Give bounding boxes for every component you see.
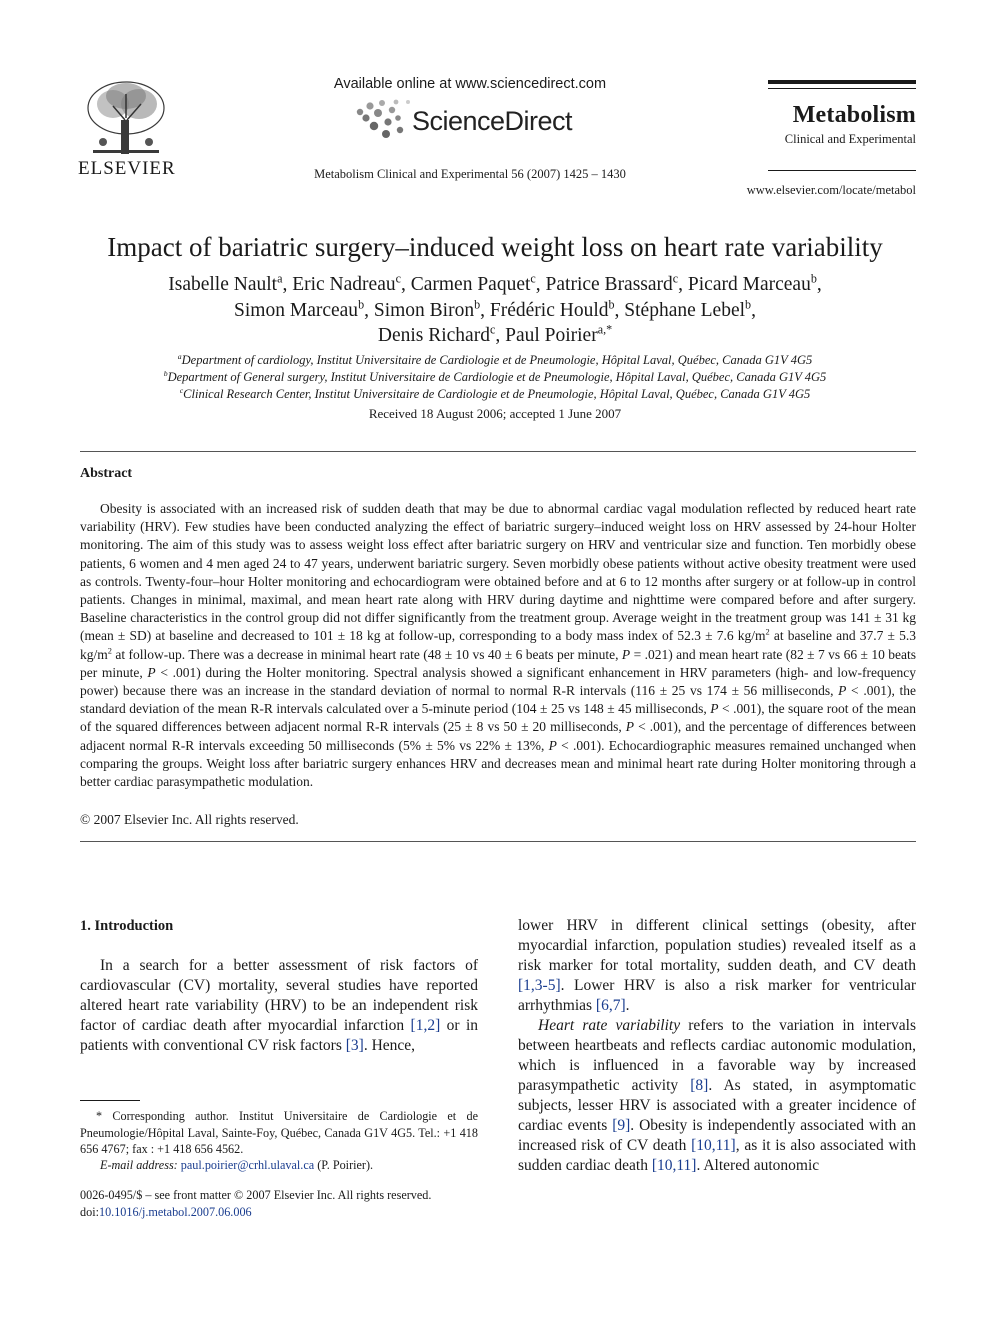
header-rule-bottom	[768, 170, 916, 171]
journal-reference: Metabolism Clinical and Experimental 56 (2007) 1425 – 1430	[314, 167, 626, 181]
front-matter	[80, 1187, 500, 1221]
article-title: Impact of bariatric surgery–induced weight loss on heart rate variability	[107, 232, 883, 262]
elsevier-tree-icon	[83, 78, 169, 160]
citation-link[interactable]: [10,11]	[651, 1157, 697, 1174]
affiliation-b: $^b$Department of General surgery, Institut Universitaire de Cardiologie et de Pneumologie, Hôpital Laval, Québec, Canada G1V 4G5	[163, 368, 827, 384]
author-name: Patrice Brassard$^c$,	[545, 271, 688, 295]
citation-link[interactable]: [3]	[345, 1037, 364, 1054]
intro-left-column: In a search for a better assessment of risk factors of cardiovascular (CV) mortality, several studies have reported altered heart rate variability (HRV) to be an independent risk factor of cardiac death after myocardial infarction [1,2] or in patients with conventional CV risk factors [3]. Hence,	[80, 957, 479, 1054]
paragraph: lower HRV in different clinical settings (obesity, after myocardial infarction, population studies) revealed itself as a risk marker for total mortality, sudden death, and CV death [1,3-5]. Lower HRV is also a risk marker for ventricular arrhythmias [6,7].	[518, 917, 916, 1014]
journal-url[interactable]: www.elsevier.com/locate/metabol	[746, 183, 916, 197]
section-heading-introduction: 1. Introduction	[80, 918, 174, 934]
author-name: Stéphane Lebel$^b$,	[624, 297, 756, 321]
header-rule-thick	[768, 80, 916, 84]
author-name: Denis Richard$^c$,	[377, 322, 506, 346]
doi-link[interactable]: 10.1016/j.metabol.2007.06.006	[98, 1205, 252, 1219]
received-dates: Received 18 August 2006; accepted 1 June 2007	[368, 406, 622, 421]
author-list	[90, 272, 900, 349]
author-name: Simon Marceau$^b$,	[234, 297, 374, 321]
doi-line: doi:10.1016/j.metabol.2007.06.006	[80, 1205, 252, 1219]
citation-link[interactable]: [10,11]	[691, 1137, 736, 1154]
footnote-rule	[80, 1100, 140, 1101]
elsevier-logo	[78, 78, 174, 180]
journal-name: Metabolism	[792, 102, 916, 128]
citation-link[interactable]: [8]	[690, 1077, 709, 1094]
affiliation-c: $^c$Clinical Research Center, Institut Universitaire de Cardiologie et de Pneumologie, Hôpital Laval, Québec, Canada G1V 4G5	[179, 385, 811, 401]
paragraph: Heart rate variability refers to the variation in intervals between heartbeats and reflects cardiac autonomic modulation, which is influenced in a favorable way by increased parasympathetic activity [8]. As stated, in asymptomatic subjects, lesser HRV is associated with a greater incidence of cardiac events [9]. Obesity is independently associated with an increased risk of CV death [10,11], as it is also associated with sudden cardiac death [10,11]. Altered autonomic	[518, 1017, 916, 1174]
citation-link[interactable]: [1,2]	[410, 1017, 441, 1034]
intro-right-column	[518, 916, 916, 1176]
affiliation-a: $^a$Department of cardiology, Institut Universitaire de Cardiologie et de Pneumologie, Hôpital Laval, Québec, Canada G1V 4G5	[177, 351, 813, 367]
author-name: Frédéric Hould$^b$,	[489, 297, 625, 321]
author-name: Carmen Paquet$^c$,	[410, 271, 546, 295]
citation-link[interactable]: [9]	[612, 1117, 631, 1134]
sciencedirect-wordmark: ScienceDirect	[412, 106, 573, 136]
citation-link[interactable]: [6,7]	[595, 997, 626, 1014]
issn-line: 0026-0495/$ – see front matter © 2007 Elsevier Inc. All rights reserved.	[80, 1188, 432, 1202]
abstract-copyright: © 2007 Elsevier Inc. All rights reserved.	[80, 812, 299, 827]
author-name: Isabelle Nault$^a$,	[168, 271, 293, 295]
abstract-body: Obesity is associated with an increased risk of sudden death that may be due to abnormal cardiac vagal modulation reflected by reduced heart rate variability (HRV). Few studies have been conducted analyzing the effect of bariatric surgery–induced weight loss on HRV assessed by 24-hour Holter monitoring. The aim of this study was to assess weight loss effect after bariatric surgery on HRV and ventricular size and function. Ten morbidly obese patients, 6 women and 4 men aged 24 to 47 years, underwent bariatric surgery. Seven morbidly obese patients without active obesity treatment were used as controls. Twenty-four–hour Holter monitoring and echocardiogram were obtained before and at 6 to 12 months after surgery or at follow-up in control patients. Changes in minimal, maximal, and mean heart rate along with HRV during daytime and nighttime were compared before and after surgery. Baseline characteristics in the control group did not differ significantly from the treatment group. Average weight in the treatment group was 141 ± 31 kg (mean ± SD) at baseline and decreased to 101 ± 18 kg at follow-up, corresponding to a body mass index of 52.3 ± 7.6 $kg/m^2$ at baseline and 37.7 ± 5.3 $kg/m^2$ at follow-up. There was a decrease in minimal heart rate (48 ± 10 vs 40 ± 6 beats per minute, P = .021) and mean heart rate (82 ± 7 vs 66 ± 10 beats per minute, P < .001) during the Holter monitoring. Spectral analysis showed a significant enhancement in HRV parameters (high- and low-frequency power) because there was an increase in the standard deviation of normal to normal R-R intervals (116 ± 25 vs 174 ± 56 milliseconds, P < .001), the standard deviation of the mean R-R intervals calculated over a 5-minute period (104 ± 25 vs 148 ± 45 milliseconds, P < .001), the square root of the mean of the squared differences between adjacent normal R-R intervals (25 ± 8 vs 50 ± 20 milliseconds, P < .001), and the percentage of differences between adjacent normal R-R intervals exceeding 50 milliseconds (5% ± 5% vs 22% ± 13%, P < .001). Echocardiographic measures remained unchanged when comparing the groups. Weight loss after bariatric surgery enhances HRV and decreases mean and minimal heart rate during Holter monitoring through a better cardiac parasympathetic modulation.	[80, 501, 916, 790]
affiliations	[90, 352, 900, 403]
available-online: Available online at www.sciencedirect.com	[333, 76, 607, 92]
email-link[interactable]: paul.poirier@crhl.ulaval.ca	[180, 1158, 315, 1172]
abstract-top-rule	[80, 451, 916, 452]
author-name: Simon Biron$^b$,	[373, 297, 490, 321]
journal-subtitle: Clinical and Experimental	[784, 132, 916, 146]
author-name: Paul Poirier$^{a,*}$	[505, 322, 613, 346]
citation-link[interactable]: [1,3-5]	[518, 977, 561, 994]
publisher-name: ELSEVIER	[78, 158, 176, 179]
author-name: Eric Nadreau$^c$,	[292, 271, 411, 295]
email-line: E-mail address: paul.poirier@crhl.ulaval.ca (P. Poirier).	[100, 1158, 374, 1172]
abstract-heading: Abstract	[80, 466, 133, 481]
corresponding-author-footnote: * Corresponding author. Institut Universitaire de Cardiologie et de Pneumologie/Hôpital Laval, Sainte-Foy, Québec, Canada G1V 4G5. Tel.: +1 418 656 4767; fax : +1 418 656 4562.	[80, 1109, 478, 1156]
header-rule-thin	[768, 88, 916, 89]
author-name: Picard Marceau$^b$,	[687, 271, 822, 295]
abstract-bottom-rule	[80, 841, 916, 842]
